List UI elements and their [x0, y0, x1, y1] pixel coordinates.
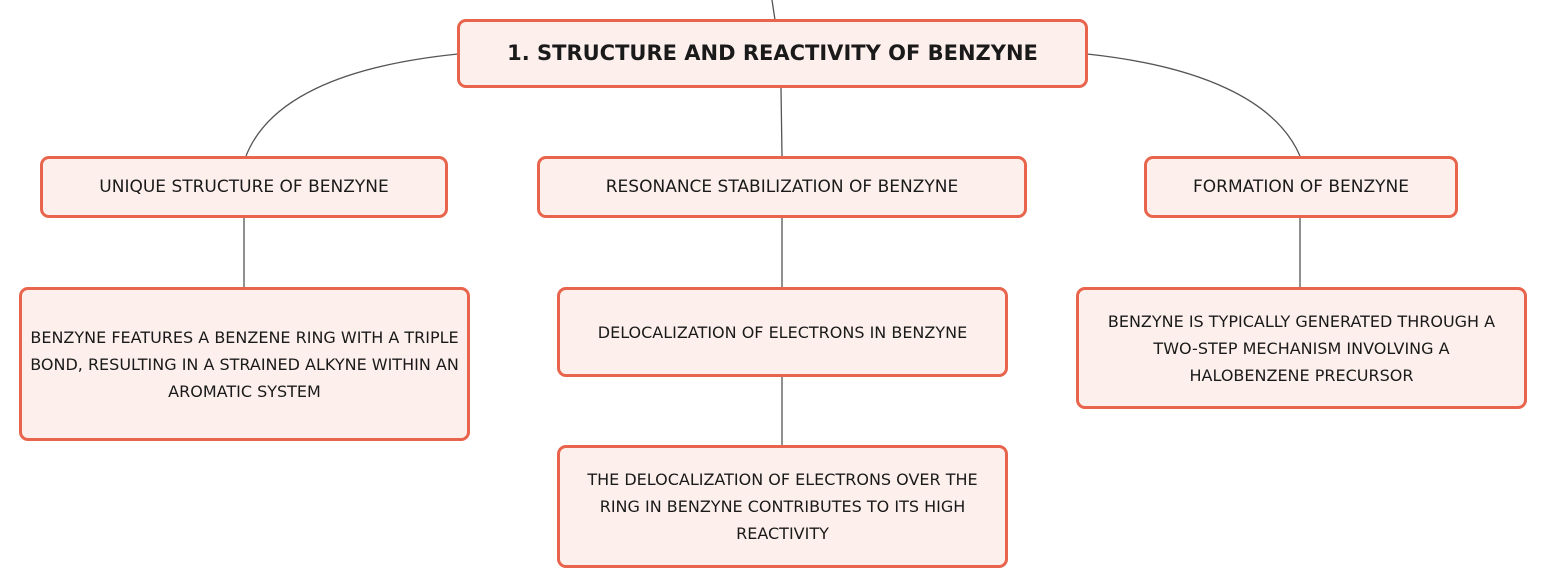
- root-node-label: 1. STRUCTURE AND REACTIVITY OF BENZYNE: [507, 41, 1038, 65]
- connector-root-to-unique-structure: [246, 54, 458, 156]
- detail-node-high-reactivity[interactable]: [557, 445, 1008, 568]
- root-node[interactable]: [457, 19, 1088, 88]
- detail-node-unique-structure[interactable]: [19, 287, 470, 441]
- detail-node-text: THE DELOCALIZATION OF ELECTRONS OVER THE RING IN BENZYNE CONTRIBUTES TO ITS HIGH REACTIVITY: [587, 470, 978, 543]
- detail-node-delocalization[interactable]: [557, 287, 1008, 377]
- detail-node-text: BENZYNE IS TYPICALLY GENERATED THROUGH A TWO-STEP MECHANISM INVOLVING A HALOBENZENE PRECURSOR: [1107, 311, 1496, 385]
- category-node-label: UNIQUE STRUCTURE OF BENZYNE: [99, 176, 389, 197]
- detail-node-text: BENZYNE FEATURES A BENZENE RING WITH A TRIPLE BOND, RESULTING IN A STRAINED ALKYNE WITHIN AN AROMATIC SYSTEM: [30, 327, 459, 401]
- category-node-formation[interactable]: [1144, 156, 1458, 218]
- category-node-label: FORMATION OF BENZYNE: [1192, 176, 1410, 197]
- category-node-unique-structure[interactable]: [40, 156, 448, 218]
- connector-incoming-root: [772, 0, 775, 20]
- detail-node-formation[interactable]: [1076, 287, 1527, 409]
- connector-root-to-resonance: [781, 88, 782, 156]
- category-node-label: RESONANCE STABILIZATION OF BENZYNE: [605, 176, 959, 197]
- connector-root-to-formation: [1087, 54, 1300, 156]
- category-node-resonance[interactable]: [537, 156, 1027, 218]
- detail-node-text: DELOCALIZATION OF ELECTRONS IN BENZYNE: [597, 322, 968, 342]
